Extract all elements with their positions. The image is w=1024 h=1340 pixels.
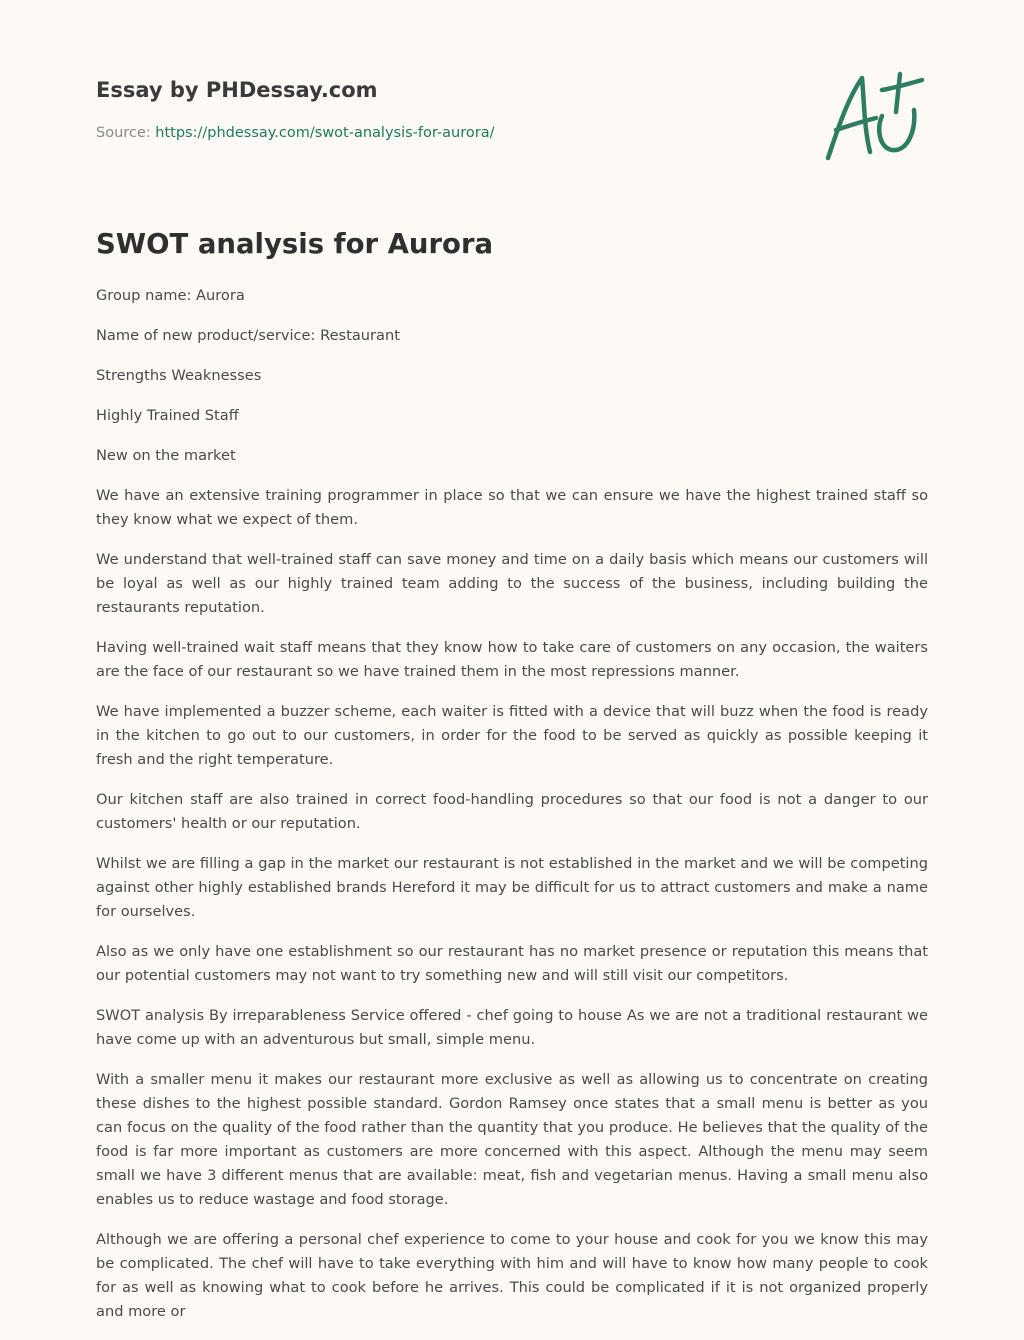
essay-paragraph: Strengths Weaknesses bbox=[96, 367, 262, 384]
essay-paragraph: Although we are offering a personal chef experience to come to your house and cook for you we know this may be complicated. The chef will have to take everything with him and will have to know how many people to cook for as well as knowing what to cook before he arrives. This could be complicated if it is not organized properly and more or bbox=[96, 1231, 928, 1320]
essay-paragraph: Group name: Aurora bbox=[96, 287, 245, 304]
source-line bbox=[96, 123, 796, 143]
essay-paragraph: Whilst we are filling a gap in the market our restaurant is not established in the market and we will be competing against other highly established brands Hereford it may be difficult for us to attract customers and make a name for ourselves. bbox=[96, 855, 928, 920]
source-link[interactable]: https://phdessay.com/swot-analysis-for-aurora/ bbox=[155, 125, 495, 141]
essay-paragraph: Our kitchen staff are also trained in correct food-handling procedures so that our food is not a danger to our customers' health or our reputation. bbox=[96, 791, 928, 832]
document-title: SWOT analysis for Aurora bbox=[96, 228, 494, 260]
essay-paragraph: We understand that well-trained staff can save money and time on a daily basis which means our customers will be loyal as well as our highly trained team adding to the success of the business, including building the restaurants reputation. bbox=[96, 551, 928, 616]
essay-paragraph: With a smaller menu it makes our restaurant more exclusive as well as allowing us to concentrate on creating these dishes to the highest possible standard. Gordon Ramsey once states that a small menu is better as you can focus on the quality of the food rather than the quantity that you produce. He believes that the quality of the food is far more important as customers are more concerned with this aspect. Although the menu may seem small we have 3 different menus that are available: meat, fish and vegetarian menus. Having a small menu also enables us to reduce wastage and food storage. bbox=[96, 1071, 928, 1208]
essay-paragraph: Having well-trained wait staff means that they know how to take care of customers on any occasion, the waiters are the face of our restaurant so we have trained them in the most repressions manner. bbox=[96, 639, 928, 680]
source-label: Source: bbox=[96, 125, 156, 141]
essay-paragraph: Highly Trained Staff bbox=[96, 407, 239, 424]
essay-paragraph: We have implemented a buzzer scheme, each waiter is fitted with a device that will buzz when the food is ready in the kitchen to go out to our customers, in order for the food to be served as quickly as possible keeping it fresh and the right temperature. bbox=[96, 703, 928, 768]
essay-paragraph: Also as we only have one establishment so our restaurant has no market presence or reputation this means that our potential customers may not want to try something new and will still visit our competitors. bbox=[96, 943, 928, 984]
essay-header bbox=[96, 74, 796, 143]
essay-paragraph: We have an extensive training programmer in place so that we can ensure we have the highest trained staff so they know what we expect of them. bbox=[96, 487, 928, 528]
site-title: Essay by PHDessay.com bbox=[96, 78, 378, 102]
essay-content bbox=[96, 284, 928, 1340]
essay-paragraph: Name of new product/service: Restaurant bbox=[96, 327, 400, 344]
essay-paragraph: SWOT analysis By irreparableness Service offered - chef going to house As we are not a traditional restaurant we have come up with an adventurous but small, simple menu. bbox=[96, 1007, 928, 1048]
essay-paragraph: New on the market bbox=[96, 447, 236, 464]
a-plus-logo-icon bbox=[818, 68, 930, 168]
